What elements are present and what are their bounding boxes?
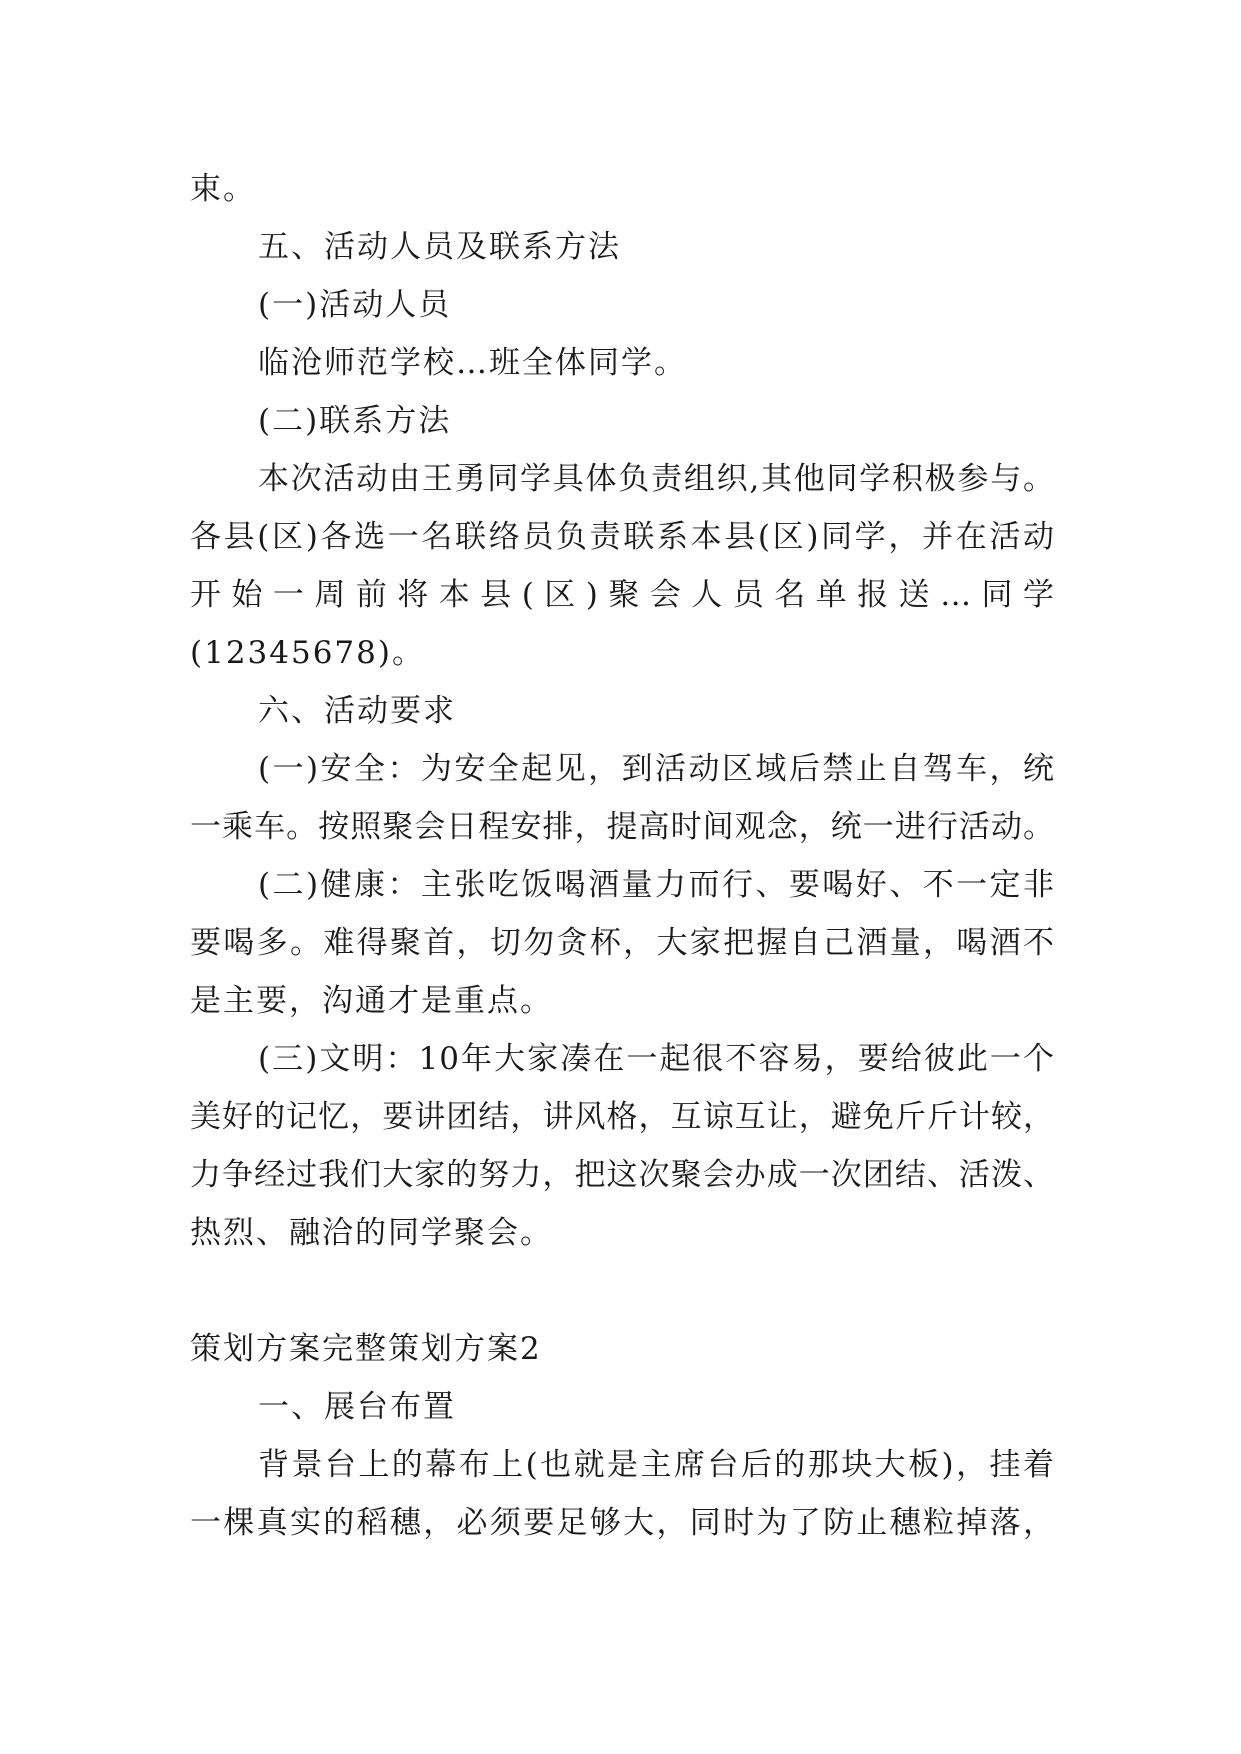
- text-line: (一)安全：为安全起见，到活动区域后禁止自驾车，统: [258, 751, 1055, 787]
- text-line: (二)健康：主张吃饭喝酒量力而行、要喝好、不一定非: [258, 867, 1055, 903]
- text-line: 束。: [190, 171, 256, 207]
- text-line: 一、展台布置: [258, 1389, 456, 1425]
- text-line: (三)文明：10年大家凑在一起很不容易，要给彼此一个: [258, 1041, 1055, 1077]
- text-line: 本次活动由王勇同学具体负责组织,其他同学积极参与。: [258, 461, 1055, 497]
- text-line: 美好的记忆，要讲团结，讲风格，互谅互让，避免斤斤计较，: [190, 1099, 1055, 1135]
- text-line: 力争经过我们大家的努力，把这次聚会办成一次团结、活泼、: [190, 1157, 1055, 1193]
- text-line: 一棵真实的稻穗，必须要足够大，同时为了防止穗粒掉落，: [190, 1505, 1055, 1541]
- document-page: [190, 160, 1055, 1552]
- text-line: 是主要，沟通才是重点。: [190, 983, 553, 1019]
- text-line: 开始一周前将本县(区)聚会人员名单报送…同学: [190, 577, 1055, 613]
- blank-line: [190, 1262, 1055, 1320]
- text-line: 要喝多。难得聚首，切勿贪杯，大家把握自己酒量，喝酒不: [190, 925, 1055, 961]
- text-line: 一乘车。按照聚会日程安排，提高时间观念，统一进行活动。: [190, 809, 1055, 845]
- text-line: (二)联系方法: [258, 403, 452, 439]
- text-line: 各县(区)各选一名联络员负责联系本县(区)同学，并在活动: [190, 519, 1055, 555]
- text-line: 热烈、融洽的同学聚会。: [190, 1215, 553, 1251]
- text-line: 策划方案完整策划方案2: [190, 1331, 542, 1367]
- text-line: 背景台上的幕布上(也就是主席台后的那块大板)，挂着: [258, 1447, 1055, 1483]
- text-line: 六、活动要求: [258, 693, 456, 729]
- text-line: 五、活动人员及联系方法: [258, 229, 621, 265]
- text-line: (一)活动人员: [258, 287, 452, 323]
- text-line: 临沧师范学校…班全体同学。: [258, 345, 687, 381]
- text-line: (12345678)。: [190, 635, 425, 671]
